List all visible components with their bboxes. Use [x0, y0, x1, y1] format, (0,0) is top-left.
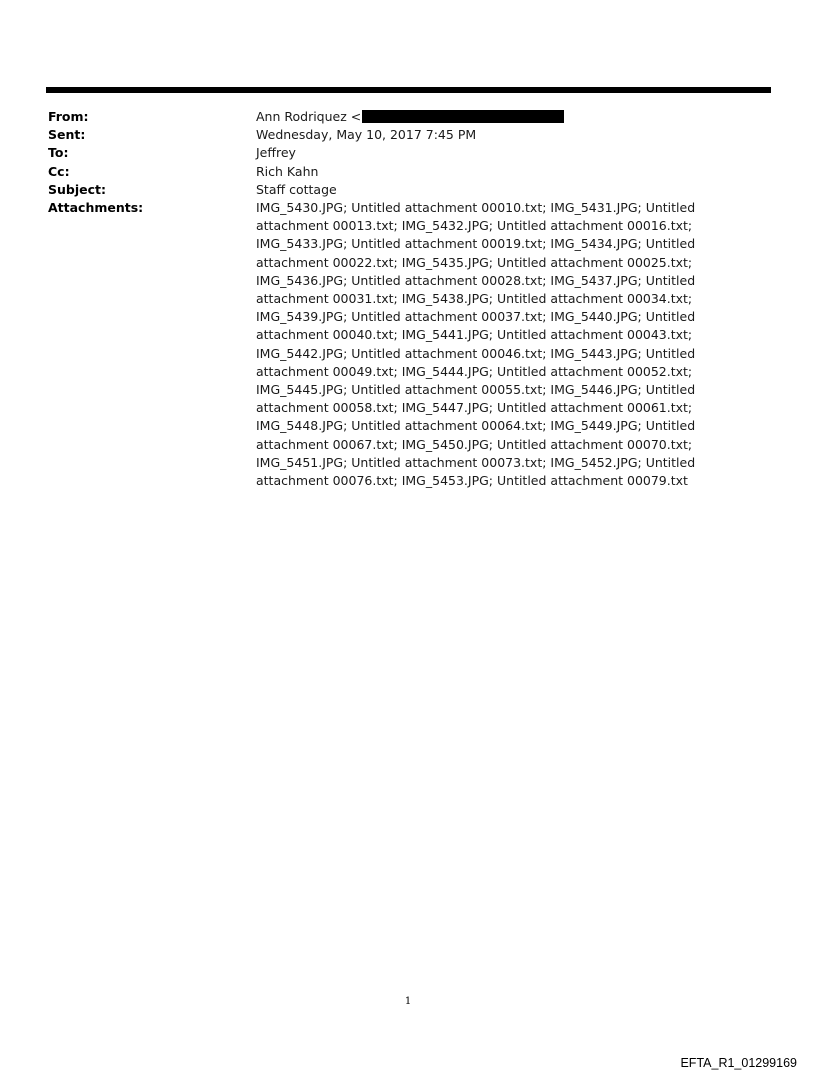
attachments-row [48, 199, 758, 490]
cc-row [48, 163, 758, 181]
subject-label: Subject: [48, 181, 106, 197]
header-divider-rule [46, 87, 771, 93]
from-value: Ann Rodriquez < [256, 109, 362, 124]
bates-number: EFTA_R1_01299169 [680, 1056, 797, 1070]
attachments-value: IMG_5430.JPG; Untitled attachment 00010.txt; IMG_5431.JPG; Untitled attachment 00013.txt; IMG_5432.JPG; Untitled attachment 00016.txt; IMG_5433.JPG; Untitled attachment 00019.txt; IMG_5434.JPG; Untitled attachment 00022.txt; IMG_5435.JPG; Untitled attachment 00025.txt; IMG_5436.JPG; Untitled attachment 00028.txt; IMG_5437.JPG; Untitled attachment 00031.txt; IMG_5438.JPG; Untitled attachment 00034.txt; IMG_5439.JPG; Untitled attachment 00037.txt; IMG_5440.JPG; Untitled attachment 00040.txt; IMG_5441.JPG; Untitled attachment 00043.txt; IMG_5442.JPG; Untitled attachment 00046.txt; IMG_5443.JPG; Untitled attachment 00049.txt; IMG_5444.JPG; Untitled attachment 00052.txt; IMG_5445.JPG; Untitled attachment 00055.txt; IMG_5446.JPG; Untitled attachment 00058.txt; IMG_5447.JPG; Untitled attachment 00061.txt; IMG_5448.JPG; Untitled attachment 00064.txt; IMG_5449.JPG; Untitled attachment 00067.txt; IMG_5450.JPG; Untitled attachment 00070.txt; IMG_5451.JPG; Untitled attachment 00073.txt; IMG_5452.JPG; Untitled attachment 00076.txt; IMG_5453.JPG; Untitled attachment 00079.txt [256, 200, 696, 489]
email-header [48, 108, 758, 490]
cc-value: Rich Kahn [256, 163, 319, 179]
redaction-box [362, 110, 564, 123]
attachments-label: Attachments: [48, 200, 144, 216]
to-row [48, 144, 758, 162]
cc-label: Cc: [48, 163, 70, 179]
sent-label: Sent: [48, 127, 86, 143]
sent-value: Wednesday, May 10, 2017 7:45 PM [256, 127, 477, 143]
to-value: Jeffrey [256, 145, 296, 161]
sent-row [48, 126, 758, 144]
to-label: To: [48, 145, 69, 161]
from-label: From: [48, 109, 89, 124]
subject-value: Staff cottage [256, 181, 337, 197]
subject-row [48, 181, 758, 199]
from-row [48, 108, 758, 126]
page-number: 1 [404, 996, 412, 1007]
from-value-container [256, 108, 758, 126]
